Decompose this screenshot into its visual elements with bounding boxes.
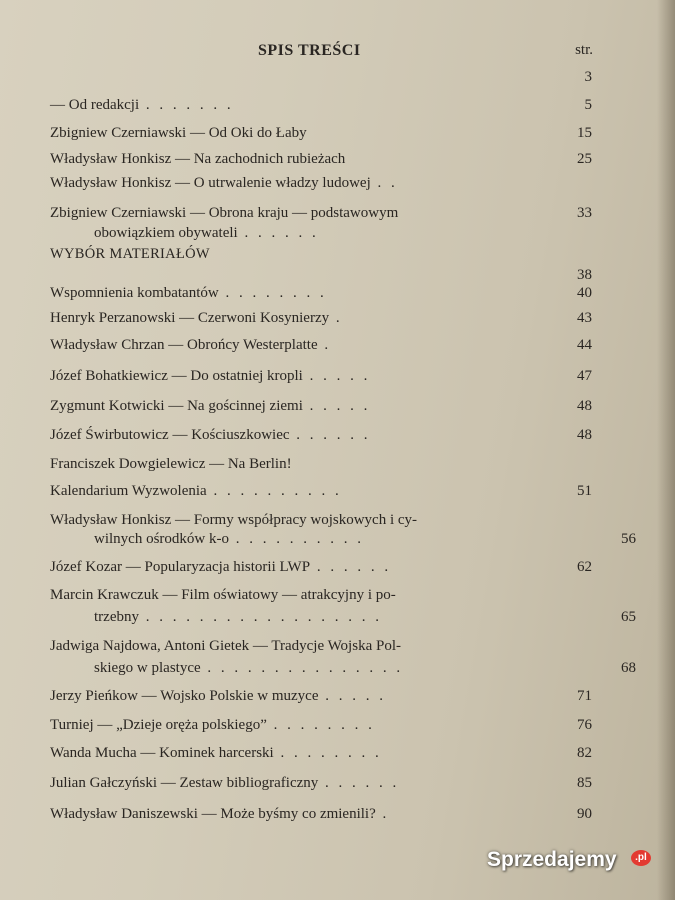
leader-dots: . . . . . . . [139, 97, 234, 113]
leader-dots: . . [370, 175, 398, 191]
page-number: 82 [577, 745, 592, 761]
leader-dots: . [329, 310, 343, 326]
leader-dots: . . . . . [318, 688, 386, 704]
leader-dots: . . . . . . . . . . . . . . . [200, 660, 404, 676]
page-column-label: str. [575, 42, 593, 58]
page-number: 71 [577, 688, 592, 704]
leader-dots: . [375, 806, 390, 822]
page-number: 43 [577, 310, 592, 326]
page-number: 48 [577, 398, 592, 414]
page-number: 65 [621, 609, 636, 625]
toc-entry: Zbigniew Czerniawski — Od Oki do Łaby 15 [50, 122, 592, 144]
toc-entry-continuation: obowiązkiem obywateli . . . . . . [94, 225, 319, 241]
leader-dots: . [317, 337, 332, 353]
page-number: 15 [577, 125, 592, 141]
toc-entry: Turniej — „Dzieje oręża polskiego” . . . . . . . . 76 [50, 714, 592, 736]
leader-dots: . . . . . . . . . . [229, 531, 364, 547]
leader-dots: . . . . . . . . [266, 717, 375, 733]
toc-entry: Józef Świrbutowicz — Kościuszkowiec . . . . . . 48 [50, 424, 592, 446]
toc-entry: Zygmunt Kotwicki — Na gościnnej ziemi . . . . . 48 [50, 395, 592, 417]
leader-dots: . . . . . . [237, 225, 319, 241]
watermark-text: Sprzedajemy [487, 848, 617, 871]
page-number: 44 [577, 337, 592, 353]
watermark-logo [487, 848, 667, 884]
page-number: 25 [577, 151, 592, 167]
toc-entry: Henryk Perzanowski — Czerwoni Kosynierzy . 43 [50, 307, 592, 329]
toc-entry-continuation: trzebny . . . . . . . . . . . . . . . . . . 65 [50, 606, 636, 628]
page-number: 56 [621, 531, 636, 547]
page-number: 33 [577, 205, 592, 221]
toc-entry: Władysław Honkisz — Formy współpracy wojskowych i cy- [50, 512, 418, 528]
leader-dots: . . . . . . . . [218, 285, 327, 301]
leader-dots: . . . . . . . . . . . . . . . . . . [138, 609, 382, 625]
page-number: 5 [584, 97, 592, 113]
leader-dots: . . . . . [302, 368, 371, 384]
toc-entry: Jerzy Pieńkow — Wojsko Polskie w muzyce . . . . . 71 [50, 685, 592, 707]
toc-entry: Franciszek Dowgielewicz — Na Berlin! [50, 456, 292, 472]
leader-dots: . . . . . . . . [273, 745, 382, 761]
toc-entry: Władysław Chrzan — Obrońcy Westerplatte . 44 [50, 334, 592, 356]
section-title: WYBÓR MATERIAŁÓW [50, 246, 210, 262]
toc-entry: Wanda Mucha — Kominek harcerski . . . . . . . . 82 [50, 742, 592, 764]
leader-dots: . . . . . . . . . . [206, 483, 342, 499]
toc-entry: Marcin Krawczuk — Film oświatowy — atrakcyjny i po- [50, 587, 396, 603]
toc-entry: — Od redakcji . . . . . . . 5 [50, 94, 592, 116]
page-number: 62 [577, 559, 592, 575]
page-number: 85 [577, 775, 592, 791]
toc-entry: Władysław Honkisz — O utrwalenie władzy ludowej . . [50, 175, 398, 191]
toc-entry: Kalendarium Wyzwolenia . . . . . . . . . . 51 [50, 480, 592, 502]
page-number: 40 [577, 285, 592, 301]
page-number: 3 [584, 69, 592, 85]
page-number: 68 [621, 660, 636, 676]
page-number: 48 [577, 427, 592, 443]
toc-title: SPIS TREŚCI [258, 42, 361, 59]
page-number: 90 [577, 806, 592, 822]
page-number: 47 [577, 368, 592, 384]
toc-entry: Zbigniew Czerniawski — Obrona kraju — podstawowym 33 [50, 202, 592, 224]
page-number: 76 [577, 717, 592, 733]
toc-entry: Józef Bohatkiewicz — Do ostatniej kropli . . . . . 47 [50, 365, 592, 387]
toc-entry-continuation: skiego w plastyce . . . . . . . . . . . . . . . 68 [50, 657, 636, 679]
toc-entry: Wspomnienia kombatantów . . . . . . . . 40 [50, 282, 592, 304]
watermark-badge: .pl [631, 850, 651, 866]
page-number: 51 [577, 483, 592, 499]
leader-dots: . . . . . . [318, 775, 400, 791]
toc-entry: Józef Kozar — Popularyzacja historii LWP . . . . . . 62 [50, 556, 592, 578]
leader-dots: . . . . . [302, 398, 371, 414]
toc-entry: Julian Gałczyński — Zestaw bibliograficzny . . . . . . 85 [50, 772, 592, 794]
leader-dots: . . . . . . [289, 427, 371, 443]
toc-entry: Jadwiga Najdowa, Antoni Gietek — Tradycje Wojska Pol- [50, 638, 401, 654]
toc-entry-continuation: wilnych ośrodków k-o . . . . . . . . . . 56 [50, 528, 636, 550]
toc-entry: Władysław Daniszewski — Może byśmy co zmienili? . 90 [50, 803, 592, 825]
page-number: 38 [577, 267, 592, 283]
toc-entry: Władysław Honkisz — Na zachodnich rubieżach 25 [50, 148, 592, 170]
leader-dots: . . . . . . [310, 559, 392, 575]
